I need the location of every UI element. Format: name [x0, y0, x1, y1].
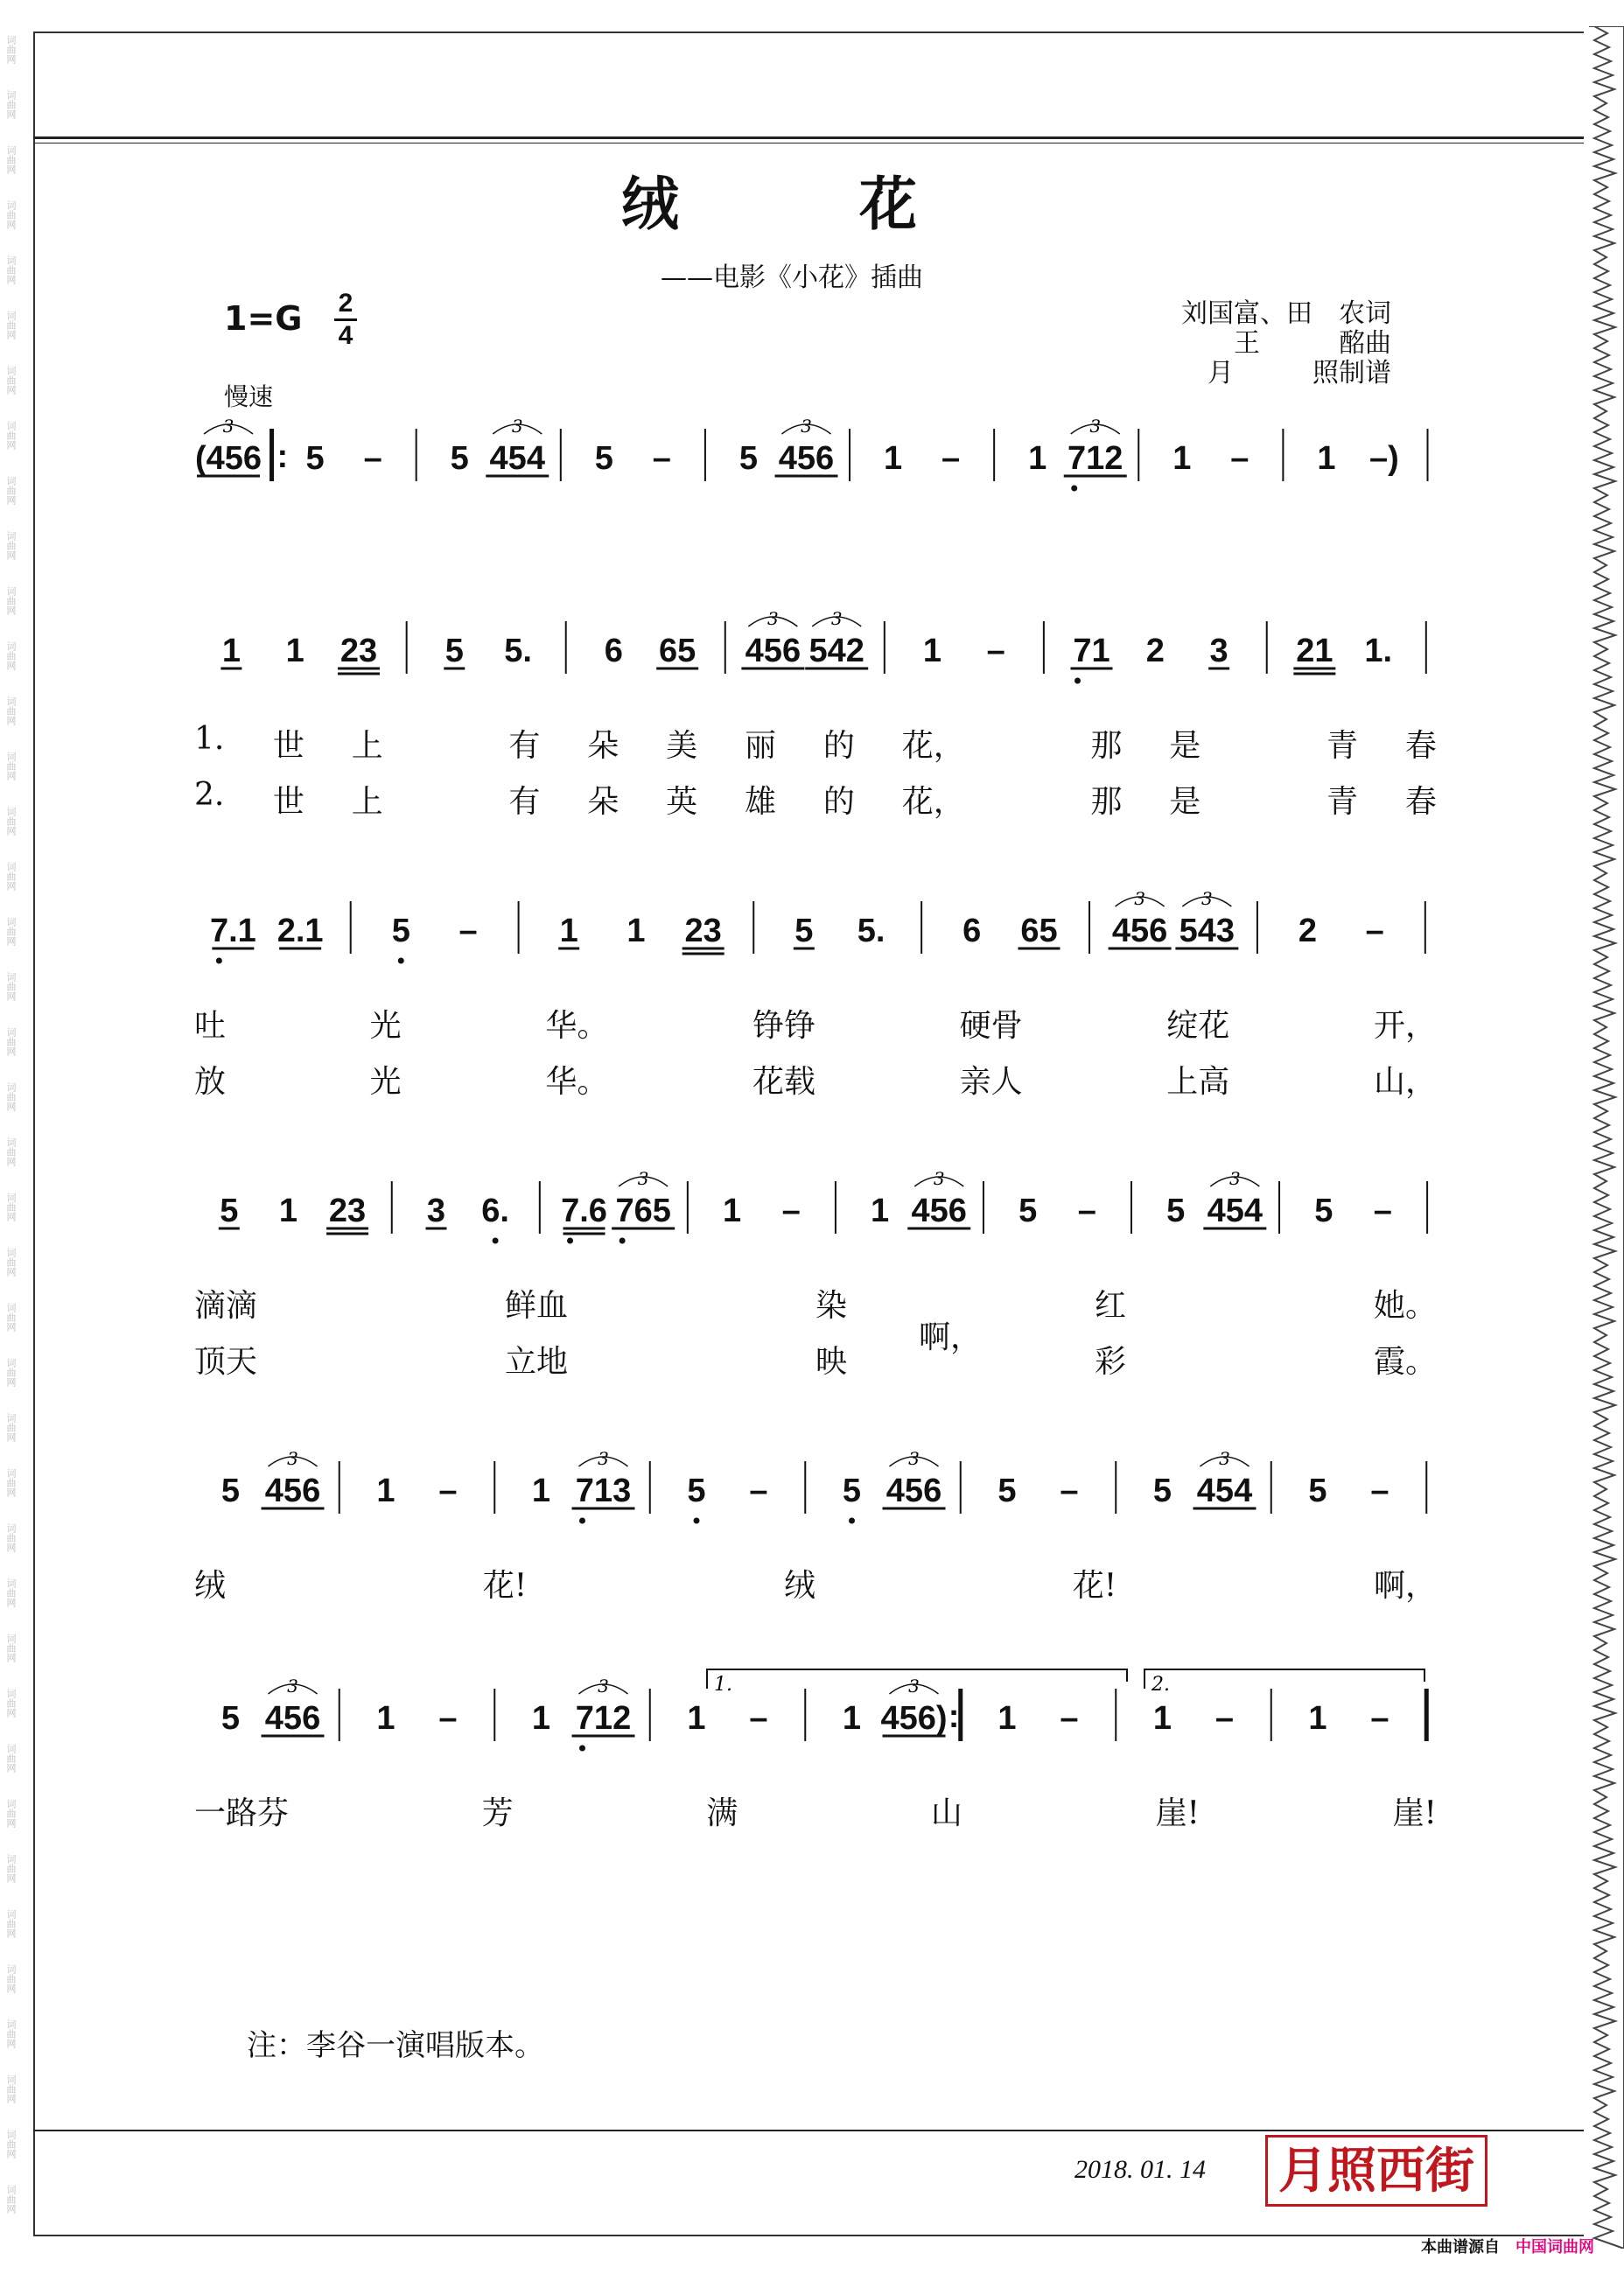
side-watermark-glyph: 词曲网: [5, 752, 17, 780]
note-group: 5.: [857, 913, 886, 949]
note-group: 1: [285, 633, 304, 669]
lyric-syllable: 那: [1090, 728, 1123, 764]
lyric-syllable: 的: [822, 728, 855, 764]
note-group: 5: [1018, 1193, 1038, 1229]
lyric-syllable: 花，: [901, 728, 965, 764]
note-group: 5: [305, 440, 325, 477]
repeat-sign: :: [276, 438, 289, 475]
time-signature: [334, 290, 357, 349]
note-group: 456: [1111, 913, 1168, 949]
notation-line: [194, 411, 1442, 499]
note-group: 765: [615, 1193, 671, 1229]
note-group: 5: [220, 1193, 239, 1229]
lyric-syllable: 山，: [1373, 1064, 1437, 1100]
triplet-mark: 3: [908, 1448, 920, 1469]
note-group: 1: [1172, 440, 1192, 477]
repeat-sign: :: [948, 1698, 960, 1735]
side-watermark-glyph: 词曲网: [5, 862, 17, 891]
song-subtitle: ——电影《小花》插曲: [661, 262, 923, 293]
note-group: 6: [962, 913, 982, 949]
note-group: –: [438, 1700, 458, 1737]
note-group: 454: [1207, 1193, 1264, 1229]
credit-lyricists: 刘国富、田 农词: [1181, 298, 1391, 329]
note-group: 712: [575, 1700, 632, 1737]
lyric-syllable: 开，: [1373, 1008, 1437, 1044]
lyric-syllable: 朵: [587, 784, 620, 820]
note-group: 23: [684, 913, 722, 949]
side-watermark-glyph: 词曲网: [5, 200, 17, 229]
triplet-mark: 3: [933, 1168, 945, 1189]
triplet-mark: 3: [1200, 888, 1213, 909]
lyric-syllable: 染: [815, 1288, 847, 1324]
lyric-syllable: 映: [815, 1344, 847, 1380]
triplet-mark: 3: [222, 416, 234, 437]
notation-line: [200, 604, 1442, 691]
note-group: 7.6: [561, 1193, 607, 1229]
lyric-syllable: 花载: [752, 1064, 816, 1100]
lyric-syllable: 英: [666, 784, 698, 820]
side-watermark-glyph: 词曲网: [5, 35, 17, 64]
lyric-syllable: 春: [1404, 784, 1437, 820]
note-group: 6.: [481, 1193, 509, 1229]
note-group: –: [1077, 1193, 1096, 1229]
time-signature-top: 2: [338, 289, 354, 318]
lyric-syllable: [430, 721, 462, 766]
note-group: 23: [340, 633, 378, 669]
lyric-syllable: [1248, 777, 1279, 822]
side-watermark-glyph: 词曲网: [5, 1523, 17, 1552]
triplet-mark: 3: [1134, 888, 1145, 909]
lyric-syllable: [1012, 777, 1044, 822]
note-group: 5: [1152, 1473, 1172, 1509]
lyric-syllable: 有: [508, 728, 541, 764]
note-group: 1: [842, 1700, 862, 1737]
lyric-line-3-2: [194, 1057, 1437, 1102]
side-watermark-glyph: 词曲网: [5, 1303, 17, 1332]
lyric-syllable: 华。: [545, 1008, 609, 1044]
note-group: –: [1060, 1700, 1079, 1737]
lyric-syllable: 绒: [783, 1568, 816, 1604]
low-octave-dot: [398, 958, 404, 964]
lyric-syllable: 满: [706, 1795, 738, 1831]
torn-edge: [1589, 26, 1624, 2249]
side-watermark-glyph: 词曲网: [5, 476, 17, 505]
lyric-syllable: 朵: [587, 728, 620, 764]
low-octave-dot: [1074, 678, 1081, 684]
lyric-syllable: 花!: [1072, 1568, 1117, 1604]
lyric-syllable: 世: [272, 784, 304, 820]
lyric-syllable: 雄: [744, 784, 776, 820]
lyric-syllable: 是: [1169, 784, 1201, 820]
lyric-syllable: 崖!: [1392, 1795, 1437, 1831]
lyric-syllable: 立地: [504, 1344, 568, 1380]
note-group: 2: [1145, 633, 1165, 669]
note-group: 1: [883, 440, 903, 477]
note-group: –: [749, 1473, 768, 1509]
lyric-syllable: [1248, 721, 1279, 766]
low-octave-dot: [216, 958, 222, 964]
note-group: 5: [391, 913, 410, 949]
score-row-5: [200, 1444, 1442, 1549]
note-group: 1.: [1364, 633, 1393, 669]
lyric-syllable: 吐: [194, 1008, 227, 1044]
side-watermark-glyph: 词曲网: [5, 366, 17, 395]
lyric-syllable: 的: [822, 784, 855, 820]
note-group: 1: [531, 1473, 551, 1509]
lyric-syllable: 鲜血: [504, 1288, 568, 1324]
performance-note: 注：李谷一演唱版本。: [247, 2028, 544, 2063]
notation-line: [200, 1444, 1442, 1531]
note-group: 456): [880, 1700, 948, 1737]
note-group: 5: [842, 1473, 862, 1509]
note-group: 1: [1152, 1700, 1172, 1737]
notation-line: [200, 884, 1442, 971]
notation-line: [200, 1164, 1442, 1251]
lyric-syllable: 上: [351, 728, 383, 764]
note-group: 2: [1298, 913, 1318, 949]
lyric-line-2-2: [194, 777, 1437, 822]
note-group: 5: [444, 633, 464, 669]
side-watermark-glyph: 词曲网: [5, 1193, 17, 1221]
note-group: 1: [687, 1700, 706, 1737]
low-octave-dot: [579, 1746, 585, 1752]
note-group: 1: [723, 1193, 742, 1229]
lyric-syllable: 亲人: [959, 1064, 1023, 1100]
side-watermark-glyph: 词曲网: [5, 531, 17, 560]
notation-line: [200, 1671, 1442, 1759]
side-watermark-glyph: 词曲网: [5, 2019, 17, 2048]
triplet-mark: 3: [830, 608, 843, 629]
note-group: –: [1365, 913, 1384, 949]
side-watermark-glyph: 词曲网: [5, 1634, 17, 1662]
note-group: 5: [998, 1473, 1017, 1509]
lyric-syllable: 顶天: [194, 1344, 258, 1380]
triplet-mark: 3: [767, 608, 779, 629]
triplet-mark: 3: [1228, 1168, 1241, 1189]
lyric-line-4-2: [194, 1337, 1437, 1382]
note-group: –: [1370, 1473, 1390, 1509]
note-group: 712: [1068, 440, 1124, 477]
low-octave-dot: [493, 1238, 499, 1244]
side-watermark-glyph: 词曲网: [5, 2185, 17, 2214]
note-group: 456: [911, 1193, 967, 1229]
time-signature-bottom: 4: [338, 321, 354, 350]
volta-label: 1.: [714, 1674, 732, 1696]
lyric-syllable: 她。: [1373, 1288, 1437, 1324]
lyric-syllable: 放: [194, 1064, 227, 1100]
lyric-syllable: 绽花: [1166, 1008, 1230, 1044]
lyric-syllable: 青: [1326, 784, 1358, 820]
side-watermark-glyph: 词曲网: [5, 2130, 17, 2159]
low-octave-dot: [620, 1238, 626, 1244]
triplet-mark: 3: [908, 1676, 920, 1697]
note-group: –: [438, 1473, 458, 1509]
score-row-2: [200, 604, 1442, 709]
note-group: 456: [886, 1473, 942, 1509]
side-watermark-glyph: 词曲网: [5, 1799, 17, 1828]
source-label: 本曲谱源自: [1421, 2238, 1500, 2257]
note-group: 454: [489, 440, 545, 477]
note-group: 1: [922, 633, 942, 669]
note-group: 5: [1314, 1193, 1334, 1229]
key-signature: 1=G: [224, 299, 303, 338]
lyric-syllable: 崖!: [1155, 1795, 1200, 1831]
note-group: 1: [998, 1700, 1017, 1737]
lyric-syllable: 花，: [901, 784, 965, 820]
side-watermark-glyph: 词曲网: [5, 1248, 17, 1277]
side-watermark-glyph: 词曲网: [5, 90, 17, 119]
lyric-syllable: 啊，: [1373, 1568, 1437, 1604]
note-group: –: [1060, 1473, 1079, 1509]
transcription-date: 2018. 01. 14: [1074, 2155, 1206, 2184]
note-group: –: [1373, 1193, 1392, 1229]
note-group: 5: [450, 440, 469, 477]
side-watermark-glyph: 词曲网: [5, 2075, 17, 2103]
low-octave-dot: [694, 1518, 700, 1524]
triplet-mark: 3: [1089, 416, 1102, 437]
note-group: 1: [871, 1193, 890, 1229]
note-group: 2.1: [276, 913, 324, 949]
note-group: 6: [604, 633, 623, 669]
footer-rule: [33, 2130, 1584, 2131]
score-row-3: [200, 884, 1442, 989]
note-group: 1: [376, 1473, 396, 1509]
note-group: –: [652, 440, 671, 477]
triplet-mark: 3: [598, 1676, 609, 1697]
side-watermark-glyph: 词曲网: [5, 1413, 17, 1442]
triplet-mark: 3: [801, 416, 812, 437]
score-row-1: [194, 411, 1442, 516]
low-octave-dot: [579, 1518, 585, 1524]
lyric-line-2-1: [194, 721, 1437, 766]
note-group: –: [986, 633, 1005, 669]
lyric-syllable: 铮铮: [752, 1008, 816, 1044]
side-watermark-glyph: 词曲网: [5, 1137, 17, 1166]
note-group: 1: [221, 633, 241, 669]
note-group: 456: [745, 633, 802, 669]
note-group: 1: [1317, 440, 1336, 477]
note-group: 456: [264, 1473, 321, 1509]
lyric-syllable: 世: [272, 728, 304, 764]
lyric-syllable: 花!: [482, 1568, 528, 1604]
lyric-syllable: 滴滴: [194, 1288, 258, 1324]
side-watermark-glyph: 词曲网: [5, 586, 17, 615]
side-watermark-glyph: 词曲网: [5, 255, 17, 284]
lyric-syllable: 上: [351, 784, 383, 820]
lyric-syllable: [1012, 721, 1044, 766]
side-watermark-glyph: 词曲网: [5, 972, 17, 1001]
volta-bracket: [1144, 1669, 1424, 1689]
triplet-mark: 3: [598, 1448, 609, 1469]
lyric-line-5-1: [194, 1561, 1437, 1606]
note-group: 543: [1179, 913, 1236, 949]
side-watermark-glyph: 词曲网: [5, 1082, 17, 1111]
note-group: 23: [328, 1193, 367, 1229]
note-group: –: [363, 440, 382, 477]
lyric-syllable: 华。: [545, 1064, 609, 1100]
note-group: 21: [1296, 633, 1334, 669]
side-watermark-glyph: 词曲网: [5, 311, 17, 339]
lyric-syllable: 光: [369, 1008, 402, 1044]
side-watermark-glyph: 词曲网: [5, 1689, 17, 1718]
lyric-syllable: 硬骨: [959, 1008, 1023, 1044]
lyric-syllable: 是: [1169, 728, 1201, 764]
lyric-line-4-1: [194, 1281, 1437, 1326]
lyric-syllable: 上高: [1166, 1064, 1230, 1100]
note-group: –: [749, 1700, 768, 1737]
lyric-line-6-1: [194, 1788, 1437, 1833]
lyric-syllable: 丽: [744, 728, 776, 764]
lyric-syllable: 芳: [481, 1795, 514, 1831]
note-group: 7.1: [209, 913, 256, 949]
note-group: (456: [194, 440, 262, 477]
side-watermark-glyph: 词曲网: [5, 641, 17, 670]
side-watermark-glyph: 词曲网: [5, 1744, 17, 1773]
tempo-marking: 慢速: [224, 382, 274, 411]
credit-composer: 王 酩曲: [1234, 328, 1391, 359]
lyric-syllable: 彩: [1094, 1344, 1126, 1380]
lyric-syllable: 2.: [194, 777, 225, 813]
note-group: –): [1369, 440, 1399, 477]
triplet-mark: 3: [637, 1168, 649, 1189]
note-group: –: [1370, 1700, 1390, 1737]
note-group: –: [458, 913, 478, 949]
side-watermark-glyph: 词曲网: [5, 1964, 17, 1993]
side-watermark-glyph: 词曲网: [5, 1909, 17, 1938]
note-group: –: [1230, 440, 1250, 477]
note-group: –: [942, 440, 961, 477]
note-group: 1: [559, 913, 578, 949]
lyric-syllable: 绒: [194, 1568, 227, 1604]
note-group: 1: [626, 913, 646, 949]
score-row-4: [200, 1164, 1442, 1269]
note-group: 1: [1308, 1700, 1327, 1737]
lyric-syllable: 红: [1094, 1288, 1126, 1324]
side-watermark-glyph: 词曲网: [5, 1854, 17, 1883]
lyric-syllable: 美: [666, 728, 698, 764]
note-group: 1: [1028, 440, 1047, 477]
credit-transcriber: 月 照制谱: [1208, 358, 1391, 388]
note-group: 456: [264, 1700, 321, 1737]
volta-label: 2.: [1152, 1674, 1170, 1696]
note-group: 71: [1073, 633, 1110, 669]
lyric-syllable: 春: [1404, 728, 1437, 764]
note-group: 713: [575, 1473, 632, 1509]
lyric-syllable: 光: [369, 1064, 402, 1100]
note-group: 5: [220, 1473, 241, 1509]
lyric-line-3-1: [194, 1001, 1437, 1046]
note-group: 5: [1166, 1193, 1186, 1229]
header-double-rule-top: [33, 136, 1584, 139]
lyric-syllable: 一路芬: [194, 1795, 290, 1831]
lyric-syllable: 青: [1326, 728, 1358, 764]
seal-stamp: 月照西街: [1265, 2135, 1488, 2207]
score-row-6: [200, 1671, 1442, 1776]
credits-block: [1181, 299, 1391, 388]
note-group: 3: [426, 1193, 446, 1229]
side-watermark-glyph: 词曲网: [5, 1578, 17, 1607]
note-group: –: [781, 1193, 801, 1229]
note-group: 5: [1308, 1473, 1327, 1509]
note-group: 5: [687, 1473, 706, 1509]
lyric-syllable: 1.: [194, 721, 225, 757]
side-watermark-glyph: 词曲网: [5, 145, 17, 174]
note-group: 1: [278, 1193, 298, 1229]
lyric-syllable: [430, 777, 462, 822]
side-watermark-glyph: 词曲网: [5, 1027, 17, 1056]
note-group: 65: [659, 633, 696, 669]
triplet-mark: 3: [1219, 1448, 1230, 1469]
song-title: 绒 花: [621, 170, 919, 238]
side-watermark-glyph: 词曲网: [5, 917, 17, 946]
note-group: –: [1214, 1700, 1235, 1737]
note-group: 5: [794, 913, 814, 949]
note-group: 542: [808, 633, 864, 669]
side-watermark-strip: [0, 0, 24, 2274]
triplet-mark: 3: [287, 1448, 298, 1469]
note-group: 65: [1020, 913, 1058, 949]
note-group: 5.: [504, 633, 532, 669]
lyric-syllable: 霞。: [1373, 1344, 1437, 1380]
triplet-mark: 3: [511, 416, 523, 437]
triplet-mark: 3: [287, 1676, 298, 1697]
lyric-syllable: 有: [508, 784, 541, 820]
note-group: 5: [220, 1700, 241, 1737]
low-octave-dot: [1071, 486, 1077, 492]
note-group: 454: [1196, 1473, 1253, 1509]
low-octave-dot: [567, 1238, 573, 1244]
source-site-link[interactable]: 中国词曲网: [1516, 2238, 1594, 2257]
side-watermark-glyph: 词曲网: [5, 1468, 17, 1497]
side-watermark-glyph: 词曲网: [5, 421, 17, 450]
note-group: 3: [1209, 633, 1228, 669]
lyric-interjection: 啊，: [919, 1319, 983, 1355]
low-octave-dot: [849, 1518, 855, 1524]
note-group: 1: [376, 1700, 396, 1737]
side-watermark-glyph: 词曲网: [5, 807, 17, 836]
lyric-syllable: 山: [930, 1795, 962, 1831]
note-group: 1: [531, 1700, 551, 1737]
lyric-syllable: 那: [1090, 784, 1123, 820]
note-group: 5: [738, 440, 759, 477]
note-group: 456: [778, 440, 835, 477]
note-group: 5: [594, 440, 613, 477]
side-watermark-glyph: 词曲网: [5, 1358, 17, 1387]
side-watermark-glyph: 词曲网: [5, 696, 17, 725]
